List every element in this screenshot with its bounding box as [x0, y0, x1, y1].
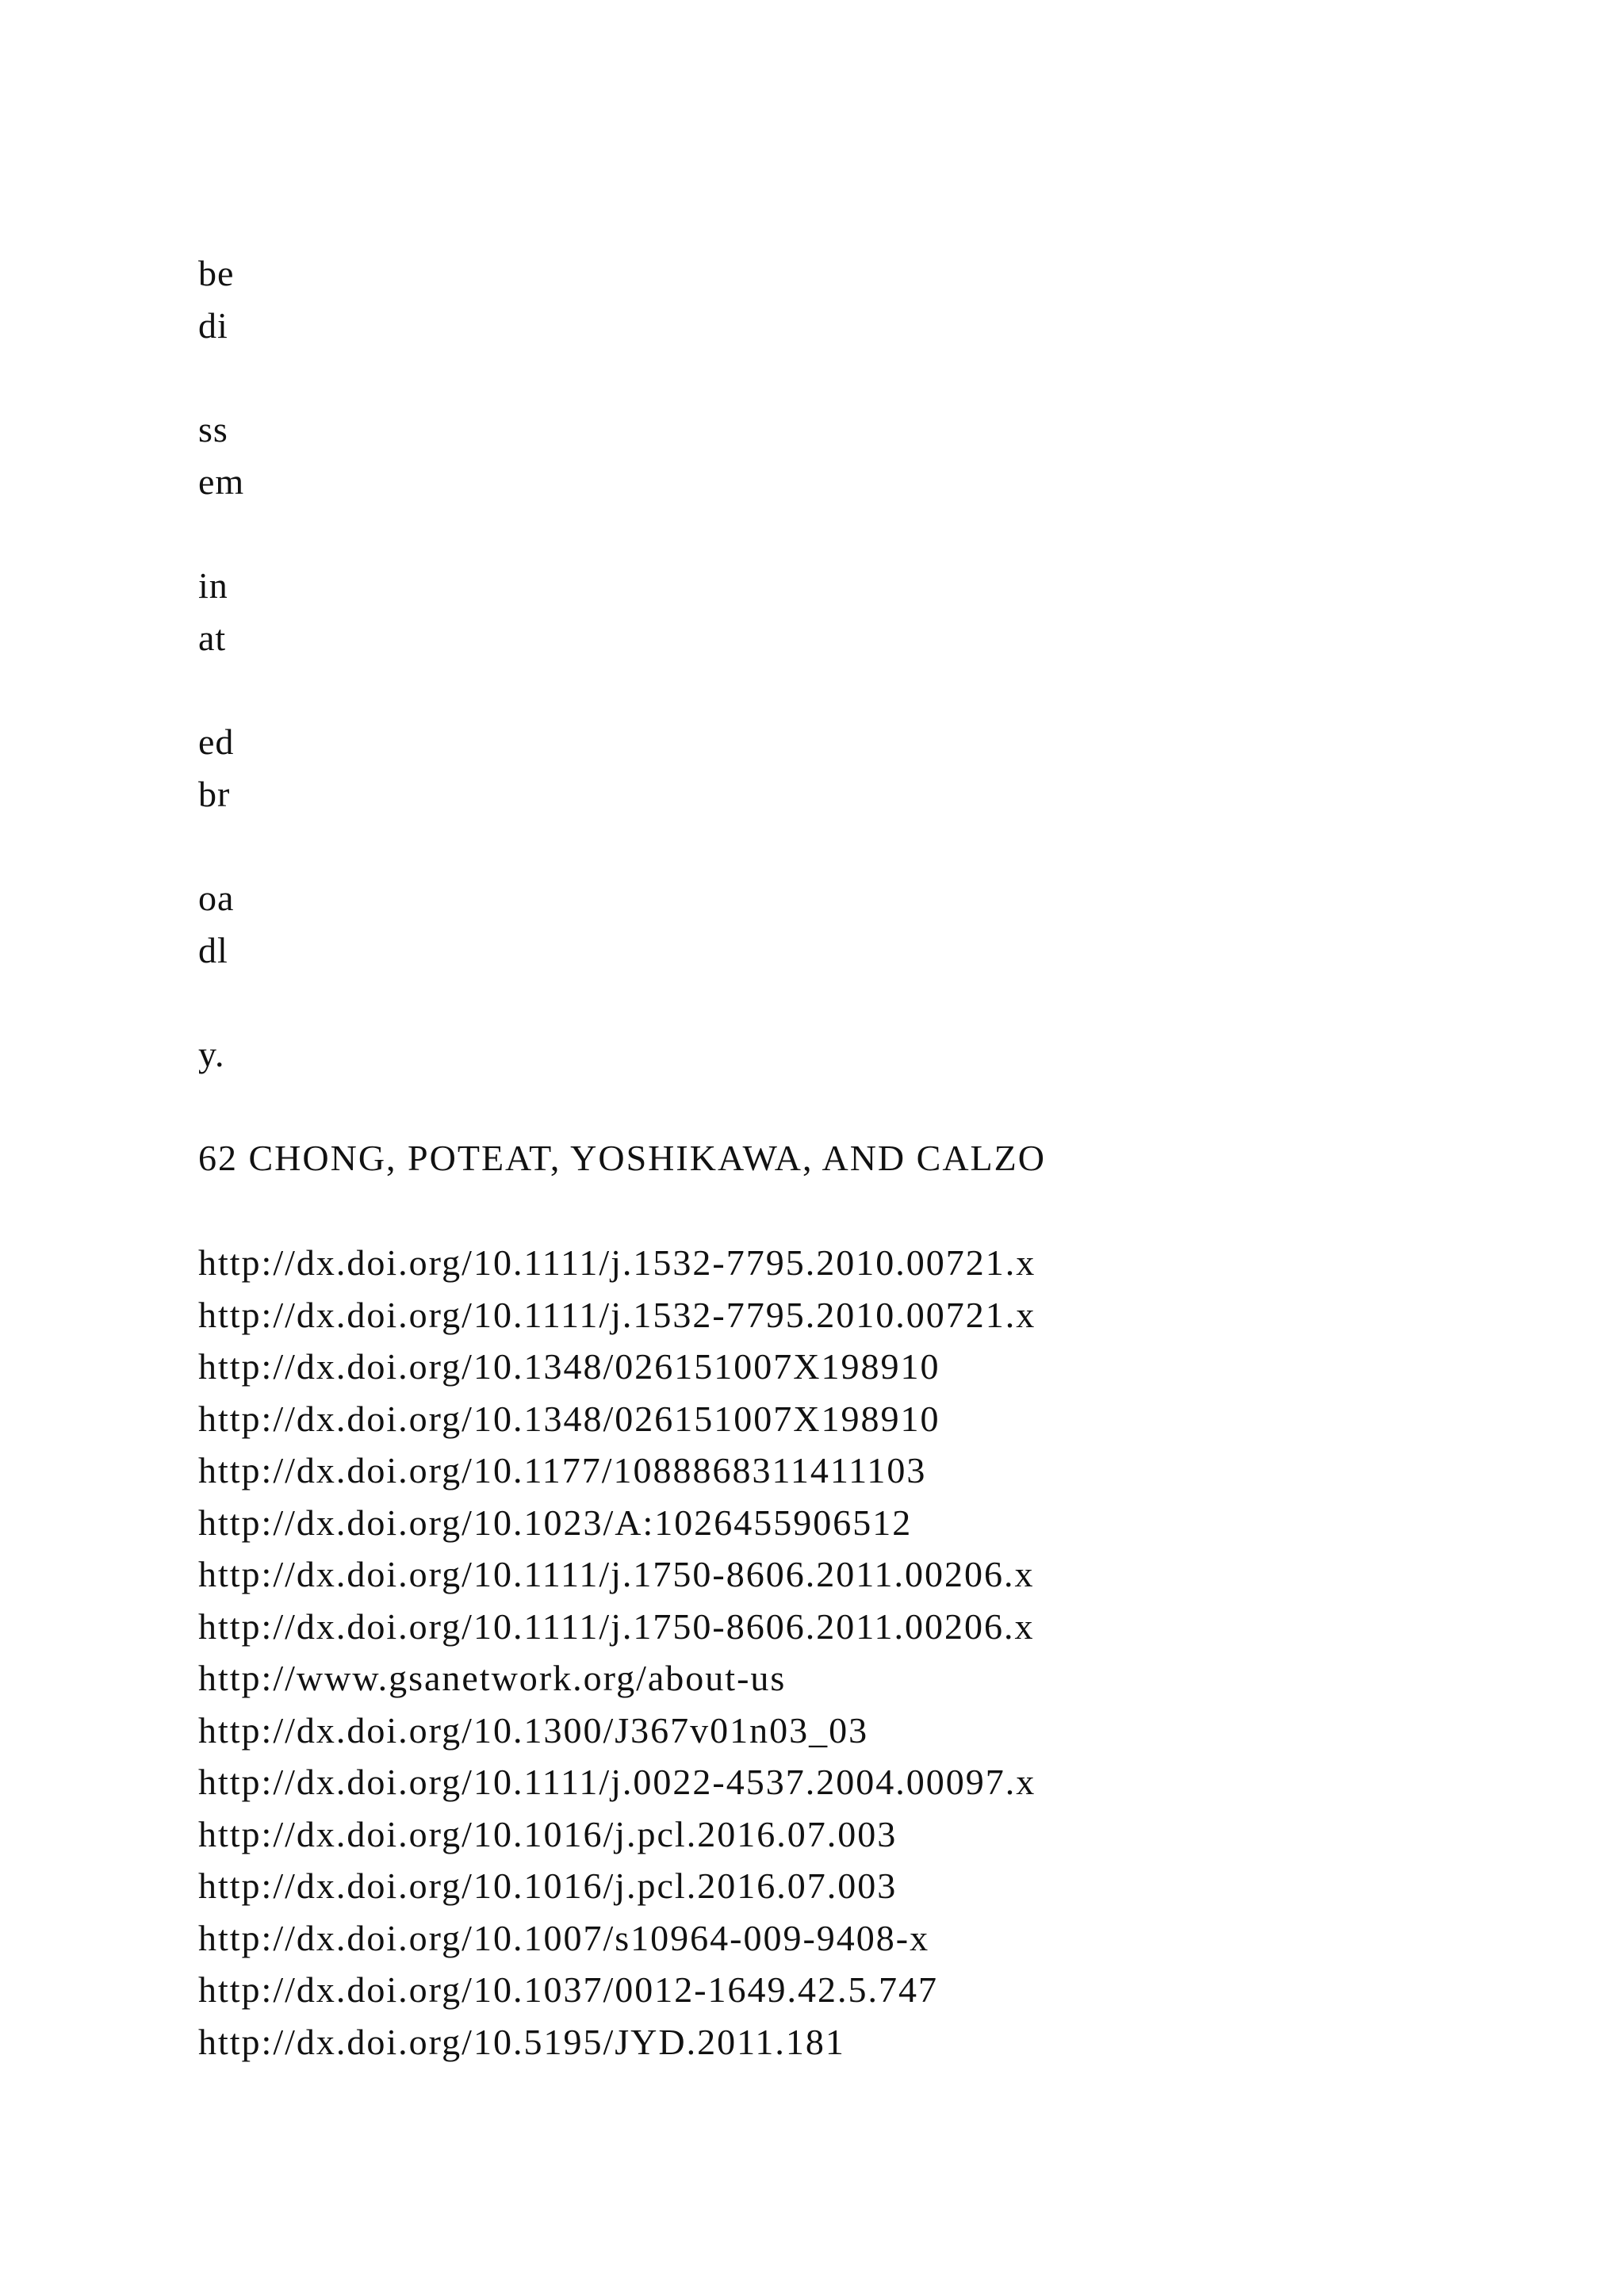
fragment-group	[198, 716, 515, 872]
reference-url[interactable]: http://dx.doi.org/10.1016/j.pcl.2016.07.003	[198, 1866, 898, 1906]
reference-url[interactable]: http://www.gsanetwork.org/about-us	[198, 1658, 787, 1698]
text-fragment: at	[198, 617, 227, 658]
text-fragment: y.	[198, 1034, 225, 1074]
reference-url[interactable]: http://dx.doi.org/10.1111/j.1750-8606.2011.00206.x	[198, 1554, 1035, 1594]
text-fragment: dl	[198, 929, 228, 970]
running-head: 62 CHONG, POTEAT, YOSHIKAWA, AND CALZO	[198, 1138, 1046, 1178]
fragment-group	[198, 872, 515, 1028]
reference-url[interactable]: http://dx.doi.org/10.1111/j.1750-8606.2011.00206.x	[198, 1605, 1035, 1647]
text-fragment: ed	[198, 721, 235, 762]
fragment-group	[198, 247, 515, 404]
reference-url[interactable]: http://dx.doi.org/10.1016/j.pcl.2016.07.003	[198, 1813, 898, 1854]
text-fragment: in	[198, 565, 228, 606]
reference-url[interactable]: http://dx.doi.org/10.1348/026151007X198910	[198, 1346, 940, 1387]
fragment-group	[198, 404, 515, 560]
reference-url[interactable]: http://dx.doi.org/10.1037/0012-1649.42.5.747	[198, 1969, 939, 2010]
fragment-group	[198, 560, 515, 716]
text-fragment: br	[198, 773, 231, 814]
text-fragment: be	[198, 253, 235, 293]
reference-url[interactable]: http://dx.doi.org/10.1007/s10964-009-9408-x	[198, 1917, 930, 1958]
reference-url[interactable]: http://dx.doi.org/10.1177/1088868311411103	[198, 1450, 927, 1490]
reference-url[interactable]: http://dx.doi.org/10.1300/J367v01n03_03	[198, 1709, 869, 1751]
reference-url[interactable]: http://dx.doi.org/10.5195/JYD.2011.181	[198, 2021, 845, 2062]
text-fragment: ss	[198, 409, 228, 450]
reference-url[interactable]: http://dx.doi.org/10.1348/026151007X198910	[198, 1398, 940, 1439]
reference-url[interactable]: http://dx.doi.org/10.1111/j.0022-4537.2004.00097.x	[198, 1762, 1036, 1802]
reference-url-list	[198, 1237, 1546, 2068]
reference-url[interactable]: http://dx.doi.org/10.1111/j.1532-7795.2010.00721.x	[198, 1242, 1036, 1283]
text-fragment: di	[198, 304, 228, 346]
text-fragment: oa	[198, 878, 235, 918]
vertical-text-fragments	[198, 247, 515, 1184]
reference-url[interactable]: http://dx.doi.org/10.1023/A:1026455906512	[198, 1502, 913, 1543]
reference-url[interactable]: http://dx.doi.org/10.1111/j.1532-7795.2010.00721.x	[198, 1294, 1036, 1335]
text-fragment: em	[198, 461, 245, 502]
